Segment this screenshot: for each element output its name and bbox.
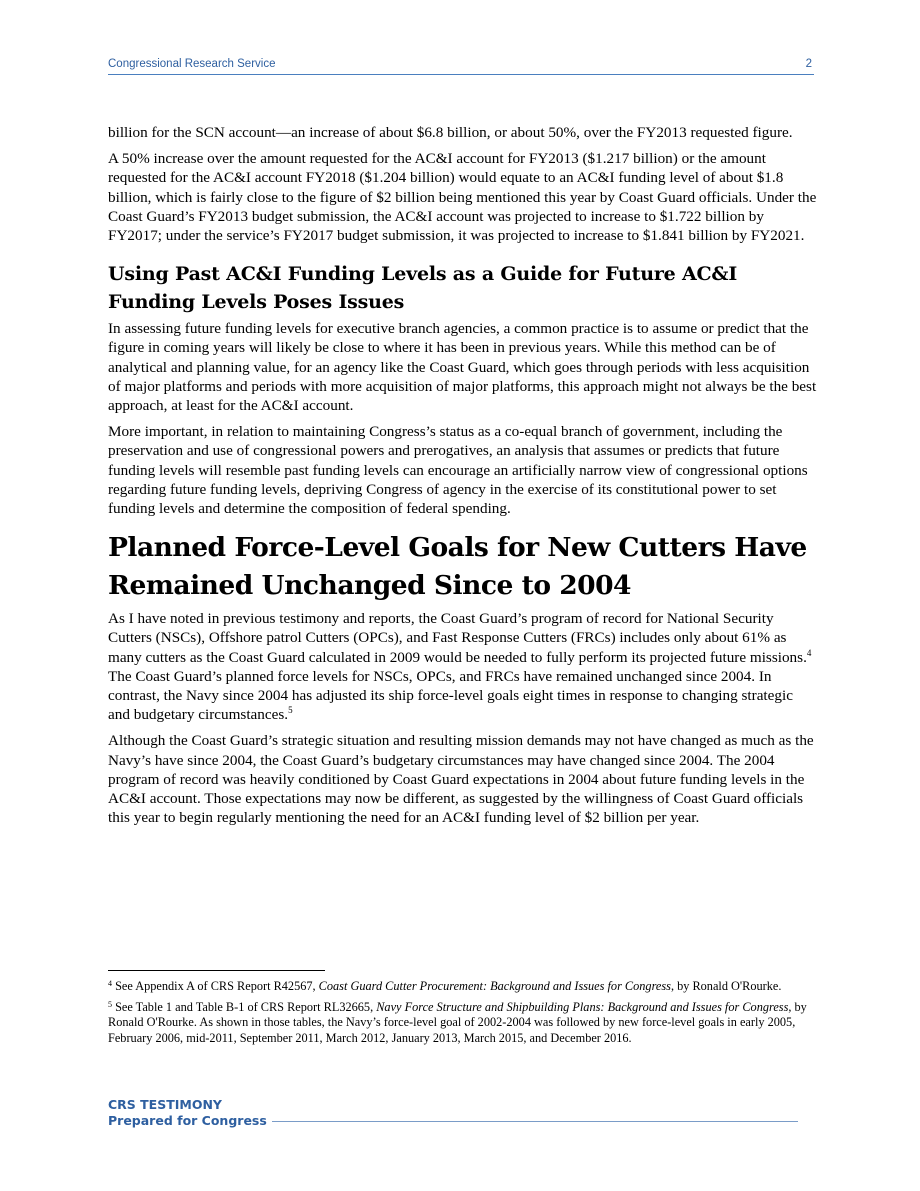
footnote-4-text-a: See Appendix A of CRS Report R42567, (112, 979, 319, 993)
footnote-5-number: 5 (108, 999, 112, 1009)
page-footer (108, 1097, 798, 1129)
paragraph-5-text-b: The Coast Guard’s planned force levels for NSCs, OPCs, and FRCs have remained unchanged since 2004. In contrast, the Navy since 2004 has adjusted its ship force-level goals eight times in response to changing strategic and budgetary circumstances. (108, 667, 793, 724)
header-source: Congressional Research Service (108, 58, 276, 70)
page-number: 2 (805, 58, 812, 70)
footnote-5-title: Navy Force Structure and Shipbuilding Plans: Background and Issues for Congress (376, 999, 789, 1014)
footnote-ref-4[interactable]: 4 (806, 647, 812, 658)
footer-prepared-for-congress: Prepared for Congress (108, 1113, 267, 1128)
paragraph-3: In assessing future funding levels for executive branch agencies, a common practice is to assume or predict that the figure in coming years will likely be close to where it has been in previous years. While this method can be of analytical and planning value, for an agency like the Coast Guard, which goes through periods with less acquisition of major platforms and periods with more acquisition of major platforms, this approach might not always be the best approach, at least for the AC&I account. (108, 320, 817, 415)
paragraph-5-text-a: As I have noted in previous testimony and reports, the Coast Guard’s program of record for National Security Cutters (NSCs), Offshore patrol Cutters (OPCs), and Fast Response Cutters (FRCs) includes only about 61% as many cutters as the Coast Guard calculated in 2009 would be needed to fully perform its projected future missions. (108, 610, 807, 666)
footnote-5 (108, 1000, 814, 1047)
footer-line-2 (108, 1113, 798, 1129)
page-header (108, 57, 814, 75)
footnote-4-text-b: , by Ronald O'Rourke. (670, 979, 782, 993)
footnote-ref-5[interactable]: 5 (288, 705, 293, 716)
body-content (108, 123, 818, 834)
paragraph-1: billion for the SCN account—an increase of about $6.8 billion, or about 50%, over the FY2013 requested figure. (108, 124, 793, 141)
footnotes (108, 979, 814, 1051)
section-heading-force-level-goals: Planned Force-Level Goals for New Cutters Have Remained Unchanged Since to 2004 (108, 532, 807, 602)
footnote-divider (108, 970, 325, 971)
footnote-4-title: Coast Guard Cutter Procurement: Background and Issues for Congress (318, 979, 671, 993)
footnote-5-text-a: See Table 1 and Table B-1 of CRS Report RL32665, (112, 999, 377, 1014)
paragraph-4: More important, in relation to maintaining Congress’s status as a co-equal branch of government, including the preservation and use of congressional powers and prerogatives, an analysis that assumes or predicts that future funding levels will resemble past funding levels can encourage an artificially narrow view of congressional options regarding future funding levels, depriving Congress of agency in the exercise of its constitutional power to set funding levels and determine the composition of federal spending. (108, 423, 808, 518)
footer-crs-testimony: CRS TESTIMONY (108, 1097, 222, 1112)
paragraph-2: A 50% increase over the amount requested for the AC&I account for FY2013 ($1.217 billion) or the amount requested for the AC&I account FY2018 ($1.204 billion) would equate to an AC&I funding level of about $1.8 billion, which is fairly close to the figure of $2 billion being mentioned this year by Coast Guard officials. Under the Coast Guard’s FY2013 budget submission, the AC&I account was projected to increase to $1.722 billion by FY2017; under the service’s FY2017 budget submission, it was projected to increase to $1.841 billion by FY2021. (108, 150, 817, 245)
footer-rule (272, 1121, 798, 1122)
section-heading-funding-levels: Using Past AC&I Funding Levels as a Guide for Future AC&I Funding Levels Poses Issues (108, 263, 738, 314)
paragraph-5 (108, 609, 818, 724)
footnote-4 (108, 979, 814, 995)
footnote-4-number: 4 (108, 979, 112, 988)
paragraph-6: Although the Coast Guard’s strategic situation and resulting mission demands may not have changed as much as the Navy’s have since 2004, the Coast Guard’s budgetary circumstances may have changed since 2004. The 2004 program of record was heavily conditioned by Coast Guard expectations in 2004 about future funding levels in the AC&I account. Those expectations may now be different, as suggested by the willingness of Coast Guard officials this year to begin regularly mentioning the need for an AC&I funding level of $2 billion per year. (108, 732, 814, 827)
footnote-5-text-b: , by Ronald O'Rourke. As shown in those tables, the Navy’s force-level goal of 2002-2004 was followed by new force-level goals in early 2005, February 2006, mid-2011, September 2011, March 2012, January 2013, March 2015, and December 2016. (108, 999, 807, 1045)
